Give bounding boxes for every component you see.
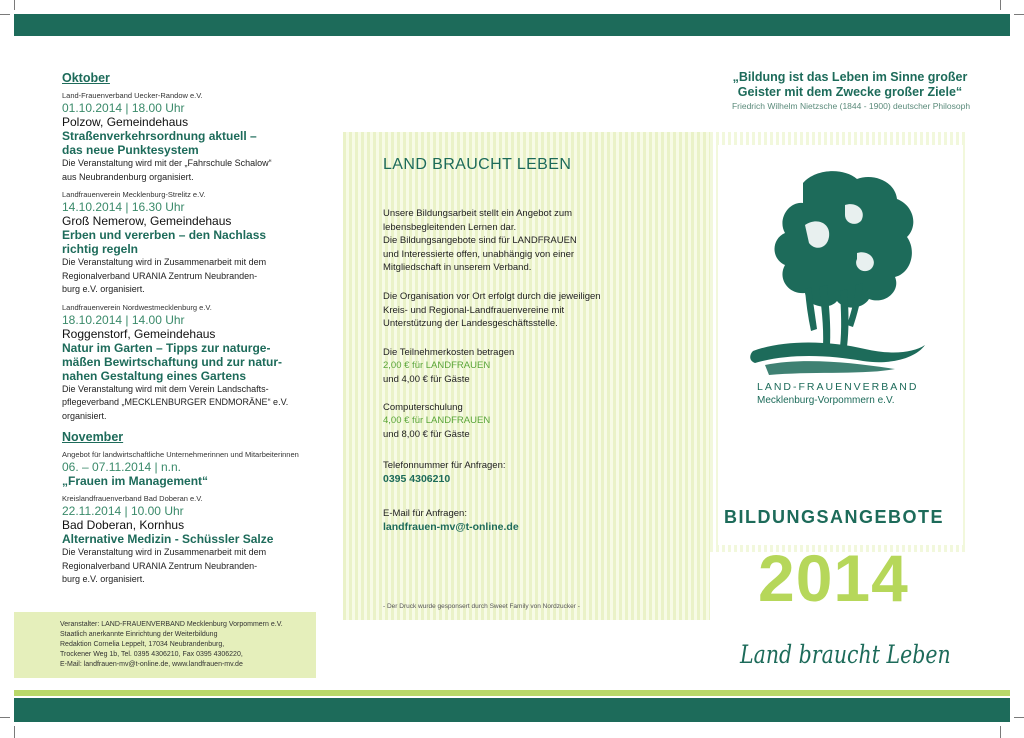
event-description: pflegeverband „MECKLENBURGER ENDMORÄNE“ e.V. [62, 397, 289, 407]
event-item [62, 494, 312, 587]
computer-course-guests: und 8,00 € für Gäste [383, 429, 470, 440]
event-date: 14.10.2014 | 16.30 Uhr [62, 200, 185, 214]
info-text: lebensbegleitenden Lernen dar. [383, 222, 517, 233]
event-organizer: Angebot für landwirtschaftliche Unternehmerinnen und Mitarbeiterinnen [62, 450, 299, 459]
email-link[interactable]: landfrauen-mv@t-online.de [383, 521, 519, 533]
event-description: Die Veranstaltung wird mit dem Verein Landschafts- [62, 383, 269, 394]
info-text: Die Bildungsangebote sind für LANDFRAUEN [383, 235, 577, 246]
event-description: Die Veranstaltung wird in Zusammenarbeit mit dem [62, 547, 267, 557]
computer-course-members: 4,00 € für LANDFRAUEN [383, 415, 491, 426]
cover-title: BILDUNGSANGEBOTE [724, 507, 945, 527]
info-text: Die Organisation vor Ort erfolgt durch die jeweiligen [383, 291, 601, 302]
imprint-line: Staatlich anerkannte Einrichtung der Weiterbildung [60, 631, 218, 638]
event-title: Straßenverkehrsordnung aktuell – [62, 129, 257, 143]
event-organizer: Kreislandfrauenverband Bad Doberan e.V. [62, 494, 203, 503]
event-title: Natur im Garten – Tipps zur naturge- [62, 340, 271, 355]
event-organizer: Landfrauenverein Mecklenburg-Strelitz e.V. [62, 190, 206, 199]
top-band [14, 14, 1010, 36]
quote-line: Geister mit dem Zwecke großer Ziele“ [737, 85, 963, 99]
event-organizer: Landfrauenverein Nordwestmecklenburg e.V. [62, 302, 212, 312]
sponsor-note: - Der Druck wurde gesponsert durch Sweet Family von Nordzucker - [383, 603, 580, 610]
event-description: Regionalverband URANIA Zentrum Neubranden- [62, 270, 258, 281]
event-item [62, 91, 312, 184]
phone-label: Telefonnummer für Anfragen: [383, 460, 506, 471]
info-text: und Interessierte offen, unabhängig von einer [383, 249, 575, 260]
event-title: Erben und vererben – den Nachlass [62, 228, 267, 242]
event-title: richtig regeln [62, 242, 139, 256]
info-text: Mitgliedschaft in unserem Verband. [383, 262, 532, 273]
event-item [62, 190, 312, 297]
event-title: nahen Gestaltung eines Gartens [62, 368, 247, 383]
event-description: Die Veranstaltung wird mit der „Fahrschule Schalow“ [62, 158, 272, 168]
event-title: das neue Punktesystem [62, 143, 199, 157]
imprint-line: Trockener Weg 1b, Tel. 0395 4306210, Fax 0395 4306220, [60, 651, 243, 658]
bottom-band [14, 698, 1010, 722]
event-title: Alternative Medizin - Schüssler Salze [62, 532, 274, 546]
event-description: aus Neubrandenburg organisiert. [62, 171, 194, 182]
month-heading-november: November [62, 430, 124, 444]
email-label: E-Mail für Anfragen: [383, 508, 467, 519]
event-item [62, 303, 312, 424]
event-date: 06. – 07.11.2014 | n.n. [62, 460, 181, 474]
info-heading: LAND BRAUCHT LEBEN [383, 156, 572, 173]
imprint-box [14, 612, 316, 678]
event-place: Bad Doberan, Kornhus [62, 518, 185, 532]
event-title: mäßen Bewirtschaftung und zur natur- [62, 354, 283, 369]
event-place: Polzow, Gemeindehaus [62, 115, 189, 129]
quote [710, 70, 990, 100]
fees-guests: und 4,00 € für Gäste [383, 374, 470, 385]
event-list [62, 70, 312, 593]
imprint-line: E-Mail: landfrauen-mv@t-online.de, www.landfrauen-mv.de [60, 661, 243, 668]
event-title: „Frauen im Management“ [62, 474, 209, 488]
info-text: Kreis- und Regional-Landfrauenvereine mit [383, 305, 565, 316]
event-date: 01.10.2014 | 18.00 Uhr [62, 101, 185, 115]
event-item [62, 450, 312, 488]
imprint-line: Redaktion Cornelia Leppelt, 17034 Neubrandenburg, [60, 641, 225, 648]
fees-label: Die Teilnehmerkosten betragen [383, 347, 515, 358]
brand-name: LAND-FRAUENVERBAND [757, 381, 919, 393]
fees-members: 2,00 € für LANDFRAUEN [383, 360, 491, 371]
event-description: Regionalverband URANIA Zentrum Neubranden- [62, 560, 258, 571]
info-text: Unsere Bildungsarbeit stellt ein Angebot zum [383, 208, 573, 219]
event-description: organisiert. [62, 410, 107, 421]
event-description: burg e.V. organisiert. [62, 284, 145, 294]
event-date: 22.11.2014 | 10.00 Uhr [62, 504, 184, 518]
bottom-accent-band [14, 690, 1010, 696]
imprint-line: Veranstalter: LAND-FRAUENVERBAND Mecklenburg Vorpommern e.V. [60, 621, 283, 628]
phone-number[interactable]: 0395 4306210 [383, 473, 451, 485]
event-place: Roggenstorf, Gemeindehaus [62, 326, 216, 341]
event-organizer: Land-Frauenverband Uecker-Randow e.V. [62, 91, 203, 100]
tree-logo-icon [745, 165, 935, 380]
info-text: Unterstützung der Landesgeschäftsstelle. [383, 318, 558, 329]
event-date: 18.10.2014 | 14.00 Uhr [62, 312, 185, 327]
computer-course-label: Computerschulung [383, 402, 463, 413]
quote-line: „Bildung ist das Leben im Sinne großer [732, 70, 968, 84]
brand-region: Mecklenburg-Vorpommern e.V. [757, 395, 895, 406]
event-place: Groß Nemerow, Gemeindehaus [62, 214, 232, 228]
month-heading-oktober: Oktober [62, 71, 110, 85]
cover-year: 2014 [758, 541, 909, 615]
slogan: Land braucht Leben [740, 640, 951, 669]
quote-source: Friedrich Wilhelm Nietzsche (1844 - 1900) deutscher Philosoph [731, 101, 971, 111]
event-description: Die Veranstaltung wird in Zusammenarbeit mit dem [62, 257, 267, 267]
event-description: burg e.V. organisiert. [62, 574, 145, 584]
